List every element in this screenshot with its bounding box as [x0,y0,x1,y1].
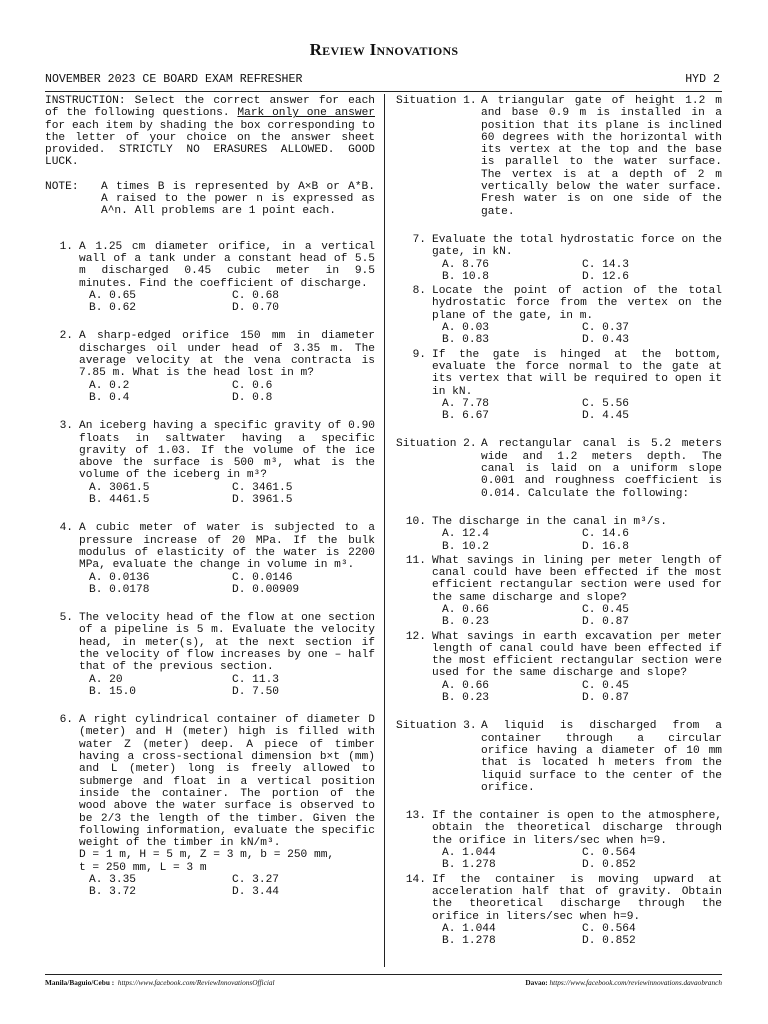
situation-intro [396,720,722,794]
answer-option[interactable]: D. 0.87 [582,616,629,629]
question-number: 11. [405,554,426,567]
question-stem: The velocity head of the flow at one section of a pipeline is 5 m. Evaluate the velocity head, in meter(s), at the next section if the velocity of flow increases by one – half that of the previous section. [79,612,375,674]
situation-label: Situation 1. [396,95,477,107]
question-item [396,874,722,948]
situation-block [396,95,722,422]
question-number: 12. [405,630,426,643]
question-item [45,612,375,698]
question-number: 13. [405,810,426,823]
column-divider [384,94,385,967]
question-stem: A right cylindrical container of diameter D (meter) and H (meter) high is filled with water Z (meter) deep. A piece of timber having a cross-sectional dimension b×t (mm) and L (meter) long is freely allowed to submerge and float in a vertical position inside the container. The portion of the wood above the water surface is observed to be 2/3 the length of the timber. Given the following information, evaluate the specific weight of the timber in kN/m³. [79,714,375,850]
answer-option[interactable]: A. 0.65 [89,289,136,302]
answer-options [432,604,722,629]
situation-label: Situation 3. [396,720,477,733]
answer-option[interactable]: D. 12.6 [582,270,629,283]
answer-option[interactable]: A. 0.66 [442,603,489,616]
answer-option[interactable]: A. 3061.5 [89,481,150,494]
answer-option[interactable]: D. 0.43 [582,334,629,347]
question-stem: What savings in lining per meter length of canal could have been effected if the most efficient rectangular section were used for the same discharge and slope? [432,554,722,604]
footer-right-url[interactable]: https://www.facebook.com/reviewinnovations.davaobranch [549,978,722,987]
right-column [396,95,722,947]
footer-right-label: Davao: [525,978,548,987]
question-item [396,349,722,423]
question-stem: If the gate is hinged at the bottom, evaluate the force normal to the gate at its vertex that will be required to open it in kN. [432,348,722,398]
situation-label: Situation 2. [396,438,477,451]
answer-option[interactable]: D. 7.50 [232,685,279,698]
instruction [45,95,375,169]
answer-options [432,847,722,872]
answer-option[interactable]: B. 0.62 [89,302,136,315]
answer-options [432,322,722,347]
answer-option[interactable]: A. 1.044 [442,847,496,860]
answer-option[interactable]: C. 0.564 [582,847,636,860]
question-body [79,612,375,698]
answer-option[interactable]: D. 0.8 [232,391,273,404]
answer-options [432,398,722,423]
question-number: 4. [59,522,73,535]
answer-option[interactable]: D. 4.45 [582,410,629,423]
answer-option[interactable]: A. 0.0136 [89,571,150,584]
question-body [79,420,375,506]
question-body [79,241,375,315]
answer-option[interactable]: B. 1.278 [442,935,496,948]
question-number: 7. [412,233,426,246]
question-given-line: t = 250 mm, L = 3 m [79,861,207,874]
question-item [45,241,375,315]
question-given-line: D = 1 m, H = 5 m, Z = 3 m, b = 250 mm, [79,849,335,862]
situation-block [396,720,722,947]
answer-option[interactable]: A. 7.78 [442,397,489,410]
answer-option[interactable]: B. 0.23 [442,692,489,705]
answer-options [79,482,375,507]
page-header [45,73,722,92]
answer-option[interactable]: D. 3.44 [232,886,279,899]
question-stem: The discharge in the canal in m³/s. [432,515,667,528]
situation-block [396,438,722,704]
answer-option[interactable]: B. 10.2 [442,540,489,553]
question-body [432,349,722,423]
question-stem: Locate the point of action of the total hydrostatic force from the vertex on the plane of the gate, in m. [432,285,722,322]
answer-options [432,259,722,284]
question-number: 5. [59,612,73,625]
question-item [396,631,722,705]
question-item [45,330,375,404]
answer-option[interactable]: A. 12.4 [442,528,489,541]
situation-text: A rectangular canal is 5.2 meters wide and 1.2 meters depth. The canal is laid on a uniform slope 0.001 and roughness coefficient is 0.014. Calculate the following: [481,438,722,500]
question-body [432,631,722,705]
answer-options [432,923,722,948]
question-body [432,874,722,948]
answer-option[interactable]: C. 0.45 [582,603,629,616]
answer-option[interactable]: B. 0.23 [442,616,489,629]
instruction-text-2: for each item by shading the box corresponding to the letter of your choice on the answer sheet provided. STRICTLY NO ERASURES ALLOWED. GOOD LUCK. [45,119,375,169]
question-stem: An iceberg having a specific gravity of 0.90 floats in saltwater having a specific gravity of 1.03. If the volume of the ice above the surface is 500 m³, what is the volume of the iceberg in m³? [79,420,375,482]
left-column [45,95,375,899]
answer-options [79,572,375,597]
answer-option[interactable]: C. 11.3 [232,673,279,686]
answer-option[interactable]: B. 3.72 [89,886,136,899]
question-stem: If the container is moving upward at acceleration half that of gravity. Obtain the theoretical discharge through the orifice in liters/sec when h=9. [432,873,722,923]
question-body [432,810,722,871]
left-question-list [45,241,375,899]
answer-option[interactable]: A. 1.044 [442,922,496,935]
answer-option[interactable]: A. 0.66 [442,679,489,692]
question-item [396,810,722,871]
situation-intro [396,95,722,218]
answer-option[interactable]: C. 0.45 [582,679,629,692]
question-number: 8. [412,285,426,298]
question-number: 9. [412,348,426,361]
question-item [45,522,375,596]
question-stem: A 1.25 cm diameter orifice, in a vertical wall of a tank under a constant head of 5.5 m discharged 0.45 cubic meter in 9.5 minutes. Find the coefficient of discharge. [79,240,375,290]
question-number: 10. [405,515,426,528]
answer-option[interactable]: C. 3.27 [232,874,279,887]
footer-left-url[interactable]: https://www.facebook.com/ReviewInnovationsOfficial [117,978,275,987]
note [45,181,375,218]
question-body [432,234,722,283]
situation-list [396,95,722,947]
question-item [396,285,722,346]
answer-option[interactable]: B. 0.0178 [89,583,150,596]
answer-option[interactable]: D. 16.8 [582,540,629,553]
answer-option[interactable]: B. 4461.5 [89,494,150,507]
answer-options [79,674,375,699]
footer-left-label: Manila/Baguio/Cebu : [45,978,115,987]
answer-option[interactable]: C. 0.0146 [232,571,293,584]
answer-options [79,874,375,899]
answer-option[interactable]: C. 3461.5 [232,481,293,494]
answer-options [432,528,722,553]
note-label: NOTE: [45,180,79,193]
question-stem: If the container is open to the atmosphere, obtain the theoretical discharge through the orifice in liters/sec when h=9. [432,810,722,847]
question-item [45,714,375,898]
question-stem: A cubic meter of water is subjected to a pressure increase of 20 MPa. If the bulk modulus of elasticity of the water is 2200 MPa, evaluate the change in volume in m³. [79,522,375,572]
answer-option[interactable]: A. 20 [89,673,123,686]
answer-option[interactable]: A. 0.2 [89,379,130,392]
question-body [79,522,375,596]
answer-option[interactable]: C. 14.6 [582,528,629,541]
answer-option[interactable]: B. 0.4 [89,391,130,404]
answer-option[interactable]: C. 0.6 [232,379,273,392]
answer-option[interactable]: D. 3961.5 [232,494,293,507]
instruction-text-1: INSTRUCTION: Select the correct answer for each of the following questions. [45,95,375,120]
answer-option[interactable]: C. 14.3 [582,258,629,271]
question-body [79,330,375,404]
answer-options [79,380,375,405]
question-item [396,555,722,629]
note-text: A times B is represented by A×B or A*B. A raised to the power n is expressed as A^n. All problems are 1 point each. [101,180,375,218]
instruction-emphasis: Mark only one answer [237,107,375,120]
answer-option[interactable]: B. 10.8 [442,270,489,283]
exam-code: HYD 2 [685,73,720,86]
question-body [432,555,722,629]
answer-option[interactable]: D. 0.852 [582,859,636,872]
question-number: 2. [59,330,73,343]
question-stem: Evaluate the total hydrostatic force on the gate, in kN. [432,233,722,259]
answer-options [79,290,375,315]
answer-option[interactable]: C. 0.37 [582,322,629,335]
exam-title: NOVEMBER 2023 CE BOARD EXAM REFRESHER [45,73,303,86]
situation-text: A liquid is discharged from a container through a circular orifice having a diameter of 10 mm that is located h meters from the liquid surface to the center of the orifice. [481,720,722,794]
answer-option[interactable]: C. 5.56 [582,397,629,410]
answer-option[interactable]: D. 0.00909 [232,583,300,596]
answer-option[interactable]: D. 0.70 [232,302,279,315]
question-item [396,234,722,283]
question-number: 1. [59,240,73,253]
page-footer [45,974,722,987]
question-item [45,420,375,506]
answer-option[interactable]: A. 3.35 [89,874,136,887]
answer-option[interactable]: A. 0.03 [442,322,489,335]
answer-options [432,680,722,705]
situation-intro [396,438,722,499]
logo-title: Review Innovations [309,40,459,59]
answer-option[interactable]: D. 0.852 [582,935,636,948]
answer-option[interactable]: C. 0.564 [582,922,636,935]
question-number: 3. [59,420,73,433]
answer-option[interactable]: B. 15.0 [89,685,136,698]
question-number: 6. [59,714,73,727]
question-body [432,285,722,346]
question-body [79,714,375,898]
answer-option[interactable]: B. 0.83 [442,334,489,347]
question-item [396,516,722,553]
question-number: 14. [405,873,426,886]
answer-option[interactable]: B. 1.278 [442,859,496,872]
question-stem: What savings in earth excavation per meter length of canal could have been effected if the most efficient rectangular section were used for the same discharge and slope? [432,630,722,680]
answer-option[interactable]: D. 0.87 [582,692,629,705]
answer-option[interactable]: B. 6.67 [442,410,489,423]
question-body [432,516,722,553]
question-stem: A sharp-edged orifice 150 mm in diameter discharges oil under head of 3.35 m. The average velocity at the vena contracta is 7.85 m. What is the head lost in m? [79,330,375,380]
answer-option[interactable]: C. 0.68 [232,289,279,302]
situation-text: A triangular gate of height 1.2 m and base 0.9 m is installed in a position that its plane is inclined 60 degrees with the horizontal with its vertex at the top and the base is parallel to the water surface. The vertex is at a depth of 2 m vertically below the water surface. Fresh water is on one side of the gate. [481,95,722,218]
answer-option[interactable]: A. 8.76 [442,258,489,271]
